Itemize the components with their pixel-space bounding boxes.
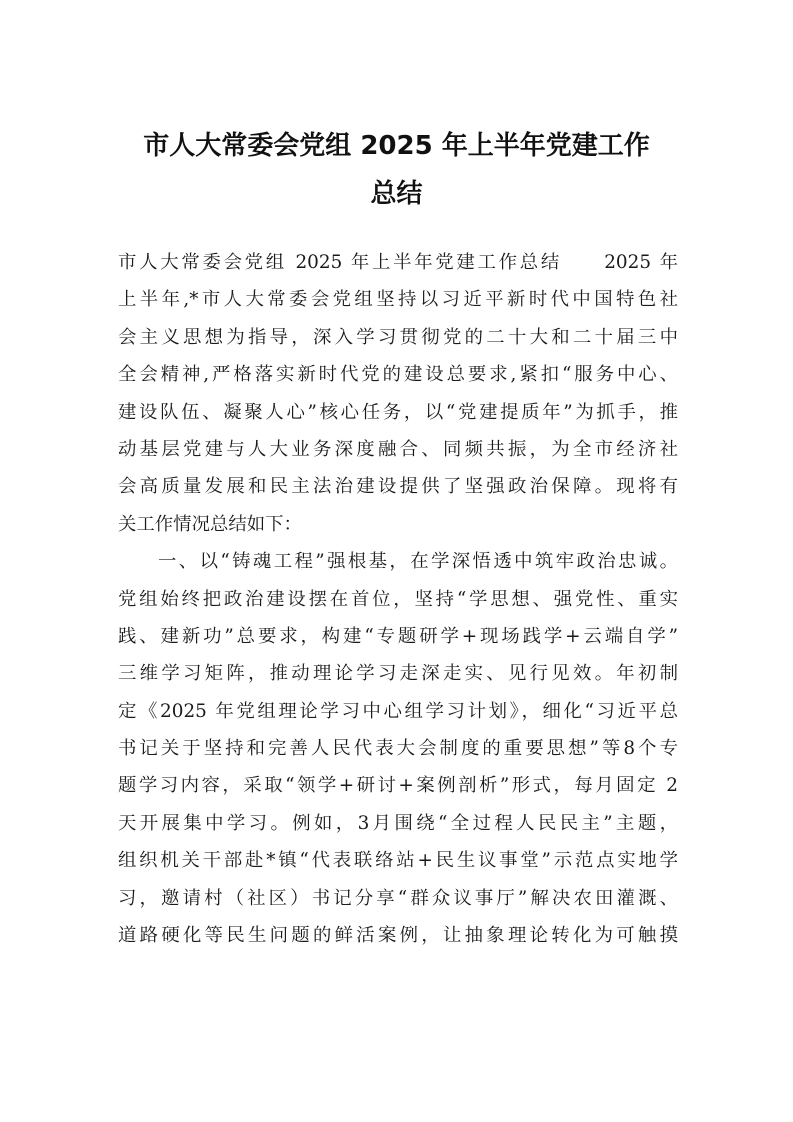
title-line-1: 市人大常委会党组 2025 年上半年党建工作 [143,131,650,161]
body-line: 建设队伍、凝聚人心”核心任务，以“党建提质年”为抓手，推 [118,401,678,423]
body-line: 动基层党建与人大业务深度融合、同频共振，为全市经济社 [118,438,678,460]
document-title [100,122,693,218]
document-body [118,244,678,954]
body-line: 一、以“铸魂工程”强根基，在学深悟透中筑牢政治忠诚。 [158,551,678,573]
body-line: 全会精神,严格落实新时代党的建设总要求,紧扣“服务中心、 [118,364,678,386]
body-line: 上半年,*市人大常委会党组坚持以习近平新时代中国特色社 [118,289,678,311]
body-line: 党组始终把政治建设摆在首位，坚持“学思想、强党性、重实 [118,588,678,610]
body-line: 关工作情况总结如下： [118,513,302,535]
body-line: 会高质量发展和民主法治建设提供了坚强政治保障。现将有 [118,476,678,498]
body-line: 组织机关干部赴*镇“代表联络站+民生议事堂”示范点实地学 [118,850,678,872]
body-line: 天开展集中学习。例如，3月围绕“全过程人民民主”主题， [118,812,678,834]
body-line: 题学习内容，采取“领学+研讨+案例剖析”形式，每月固定 2 [118,775,678,797]
body-line: 书记关于坚持和完善人民代表大会制度的重要思想”等8个专 [118,738,678,760]
body-line: 习，邀请村（社区）书记分享“群众议事厅”解决农田灌溉、 [118,887,678,909]
body-line: 会主义思想为指导，深入学习贯彻党的二十大和二十届三中 [118,326,678,348]
body-line: 定《2025 年党组理论学习中心组学习计划》，细化“习近平总 [118,700,678,722]
body-line: 市人大常委会党组 2025 年上半年党建工作总结 2025 年 [118,252,678,273]
body-line: 践、建新功”总要求，构建“专题研学+现场践学+云端自学” [118,625,678,647]
body-line: 道路硬化等民生问题的鲜活案例，让抽象理论转化为可触摸 [118,925,678,947]
body-line: 三维学习矩阵，推动理论学习走深走实、见行见效。年初制 [118,663,678,685]
title-line-2: 总结 [370,179,423,209]
